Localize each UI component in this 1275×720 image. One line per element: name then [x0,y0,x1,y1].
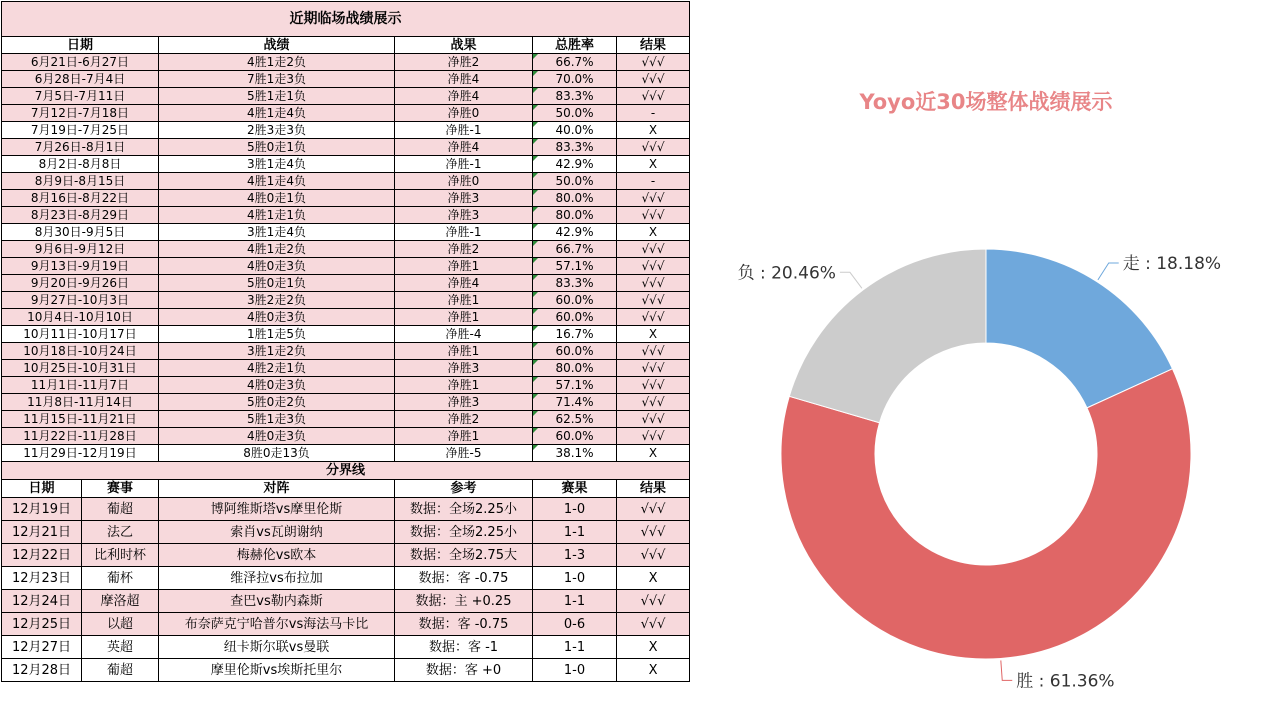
week-net: 净胜1 [395,377,533,394]
week-date: 8月30日-9月5日 [2,224,159,241]
week-row [2,428,690,445]
match-league: 葡超 [82,659,159,682]
header-date: 日期 [2,37,159,54]
week-date: 9月27日-10月3日 [2,292,159,309]
match-result: X [617,659,690,682]
slice-label-3: 负 : 20.46% [737,263,836,284]
week-date: 9月20日-9月26日 [2,275,159,292]
week-date: 9月6日-9月12日 [2,241,159,258]
week-rate: 60.0% [533,343,617,360]
week-net: 净胜-1 [395,122,533,139]
match-header-result: 结果 [617,480,690,498]
match-score: 1-0 [533,567,617,590]
week-net: 净胜3 [395,360,533,377]
week-date: 7月19日-7月25日 [2,122,159,139]
match-date: 12月23日 [2,567,82,590]
week-row [2,88,690,105]
week-net: 净胜2 [395,411,533,428]
week-result: √√√ [617,428,690,445]
donut-slices [781,249,1191,659]
week-date: 10月11日-10月17日 [2,326,159,343]
week-net: 净胜-4 [395,326,533,343]
week-rate: 70.0% [533,71,617,88]
match-ref: 数据：全场2.75大 [395,544,533,567]
slice-label-1: 走 : 18.18% [1122,254,1222,275]
match-ref: 数据：客 +0 [395,659,533,682]
match-ref: 数据：客 -1 [395,636,533,659]
match-league: 葡超 [82,498,159,521]
week-rate: 42.9% [533,156,617,173]
week-net: 净胜2 [395,54,533,71]
match-header-teams: 对阵 [159,480,395,498]
match-header-date: 日期 [2,480,82,498]
match-ref: 数据：全场2.25小 [395,521,533,544]
week-rate: 50.0% [533,173,617,190]
week-net: 净胜1 [395,258,533,275]
week-row [2,258,690,275]
week-record: 5胜1走3负 [159,411,395,428]
match-teams: 摩里伦斯vs埃斯托里尔 [159,659,395,682]
match-result: X [617,567,690,590]
leader-line-2 [1001,660,1012,680]
match-row [2,613,690,636]
week-net: 净胜0 [395,173,533,190]
week-row [2,224,690,241]
week-rate: 62.5% [533,411,617,428]
divider-label: 分界线 [2,462,690,480]
week-date: 7月5日-7月11日 [2,88,159,105]
match-row [2,567,690,590]
week-result: X [617,156,690,173]
week-result: √√√ [617,207,690,224]
match-ref: 数据：全场2.25小 [395,498,533,521]
match-date: 12月25日 [2,613,82,636]
week-record: 5胜0走1负 [159,275,395,292]
week-net: 净胜1 [395,309,533,326]
week-result: √√√ [617,71,690,88]
week-result: X [617,445,690,462]
week-record: 4胜1走2负 [159,241,395,258]
week-row [2,411,690,428]
leader-line-3 [840,272,862,288]
stats-table [1,1,689,682]
week-rate: 66.7% [533,241,617,258]
week-record: 4胜0走3负 [159,309,395,326]
match-league: 摩洛超 [82,590,159,613]
match-date: 12月28日 [2,659,82,682]
week-row [2,241,690,258]
week-date: 11月1日-11月7日 [2,377,159,394]
week-net: 净胜3 [395,207,533,224]
week-net: 净胜-1 [395,224,533,241]
week-net: 净胜3 [395,394,533,411]
week-date: 9月13日-9月19日 [2,258,159,275]
match-teams: 索肖vs瓦朗谢纳 [159,521,395,544]
match-ref: 数据：客 -0.75 [395,613,533,636]
match-row [2,521,690,544]
week-result: X [617,224,690,241]
week-result: X [617,326,690,343]
match-date: 12月21日 [2,521,82,544]
week-net: 净胜1 [395,292,533,309]
week-result: √√√ [617,292,690,309]
match-result: X [617,636,690,659]
week-rate: 57.1% [533,377,617,394]
week-date: 11月29日-12月19日 [2,445,159,462]
match-league: 比利时杯 [82,544,159,567]
match-score: 1-1 [533,590,617,613]
week-result: √√√ [617,275,690,292]
week-rate: 83.3% [533,88,617,105]
week-rate: 60.0% [533,292,617,309]
week-date: 8月2日-8月8日 [2,156,159,173]
match-header-score: 赛果 [533,480,617,498]
week-row [2,445,690,462]
match-row [2,498,690,521]
results-donut-chart [700,0,1275,720]
week-record: 4胜1走4负 [159,173,395,190]
week-row [2,326,690,343]
week-record: 5胜0走2负 [159,394,395,411]
week-record: 4胜1走1负 [159,207,395,224]
week-date: 8月9日-8月15日 [2,173,159,190]
match-result: √√√ [617,590,690,613]
week-result: - [617,105,690,122]
slice-label-2: 胜 : 61.36% [1016,671,1115,692]
match-teams: 博阿维斯塔vs摩里伦斯 [159,498,395,521]
stats-table-body [2,2,690,682]
match-teams: 查巴vs勒内森斯 [159,590,395,613]
match-header-row [2,480,690,498]
match-result: √√√ [617,521,690,544]
week-result: √√√ [617,241,690,258]
week-record: 4胜0走3负 [159,428,395,445]
week-date: 8月16日-8月22日 [2,190,159,207]
week-result: √√√ [617,190,690,207]
week-record: 4胜1走2负 [159,54,395,71]
week-date: 8月23日-8月29日 [2,207,159,224]
week-record: 2胜3走3负 [159,122,395,139]
week-rate: 57.1% [533,258,617,275]
week-record: 3胜1走4负 [159,156,395,173]
week-date: 11月22日-11月28日 [2,428,159,445]
week-row [2,173,690,190]
week-header-row [2,37,690,54]
match-row [2,636,690,659]
week-date: 10月4日-10月10日 [2,309,159,326]
table-title: 近期临场战绩展示 [2,2,690,37]
header-rate: 总胜率 [533,37,617,54]
week-result: √√√ [617,360,690,377]
week-record: 4胜2走1负 [159,360,395,377]
week-record: 7胜1走3负 [159,71,395,88]
match-score: 1-1 [533,521,617,544]
match-date: 12月24日 [2,590,82,613]
match-date: 12月27日 [2,636,82,659]
week-rate: 38.1% [533,445,617,462]
match-teams: 纽卡斯尔联vs曼联 [159,636,395,659]
week-net: 净胜4 [395,275,533,292]
week-record: 3胜1走2负 [159,343,395,360]
match-result: √√√ [617,498,690,521]
match-score: 0-6 [533,613,617,636]
week-date: 7月26日-8月1日 [2,139,159,156]
week-record: 5胜0走1负 [159,139,395,156]
week-date: 10月18日-10月24日 [2,343,159,360]
week-net: 净胜3 [395,190,533,207]
week-row [2,139,690,156]
week-record: 3胜1走4负 [159,224,395,241]
week-net: 净胜4 [395,139,533,156]
week-date: 6月28日-7月4日 [2,71,159,88]
week-row [2,394,690,411]
week-rate: 16.7% [533,326,617,343]
week-record: 1胜1走5负 [159,326,395,343]
week-result: √√√ [617,309,690,326]
week-date: 11月8日-11月14日 [2,394,159,411]
week-rate: 83.3% [533,139,617,156]
week-net: 净胜1 [395,343,533,360]
week-row [2,309,690,326]
week-record: 4胜0走1负 [159,190,395,207]
week-result: X [617,122,690,139]
match-row [2,659,690,682]
match-row [2,544,690,567]
chart-title: Yoyo近30场整体战绩展示 [859,90,1113,114]
match-teams: 梅赫伦vs欧本 [159,544,395,567]
match-score: 1-0 [533,498,617,521]
match-result: √√√ [617,544,690,567]
week-result: √√√ [617,139,690,156]
week-net: 净胜-1 [395,156,533,173]
week-date: 7月12日-7月18日 [2,105,159,122]
week-record: 3胜2走2负 [159,292,395,309]
week-result: √√√ [617,411,690,428]
week-rate: 50.0% [533,105,617,122]
match-ref: 数据：客 -0.75 [395,567,533,590]
week-date: 6月21日-6月27日 [2,54,159,71]
week-rate: 80.0% [533,207,617,224]
match-league: 法乙 [82,521,159,544]
match-ref: 数据：主 +0.25 [395,590,533,613]
match-teams: 维泽拉vs布拉加 [159,567,395,590]
week-rate: 60.0% [533,309,617,326]
match-date: 12月19日 [2,498,82,521]
match-result: √√√ [617,613,690,636]
header-net: 战果 [395,37,533,54]
week-result: √√√ [617,258,690,275]
week-row [2,360,690,377]
week-net: 净胜2 [395,241,533,258]
match-score: 1-1 [533,636,617,659]
week-date: 11月15日-11月21日 [2,411,159,428]
week-record: 8胜0走13负 [159,445,395,462]
match-score: 1-0 [533,659,617,682]
week-net: 净胜-5 [395,445,533,462]
match-row [2,590,690,613]
week-row [2,156,690,173]
match-score: 1-3 [533,544,617,567]
match-date: 12月22日 [2,544,82,567]
week-rate: 60.0% [533,428,617,445]
week-net: 净胜1 [395,428,533,445]
week-net: 净胜0 [395,105,533,122]
week-rate: 83.3% [533,275,617,292]
week-rate: 80.0% [533,360,617,377]
week-net: 净胜4 [395,88,533,105]
week-rate: 80.0% [533,190,617,207]
week-result: - [617,173,690,190]
week-row [2,292,690,309]
header-record: 战绩 [159,37,395,54]
week-result: √√√ [617,377,690,394]
week-rate: 66.7% [533,54,617,71]
header-result: 结果 [617,37,690,54]
leader-line-1 [1098,263,1119,280]
week-rate: 71.4% [533,394,617,411]
week-rate: 42.9% [533,224,617,241]
match-header-league: 赛事 [82,480,159,498]
week-row [2,105,690,122]
week-row [2,207,690,224]
week-row [2,377,690,394]
week-result: √√√ [617,88,690,105]
week-date: 10月25日-10月31日 [2,360,159,377]
match-league: 英超 [82,636,159,659]
week-row [2,275,690,292]
divider-row [2,462,690,480]
week-net: 净胜4 [395,71,533,88]
week-record: 4胜0走3负 [159,377,395,394]
week-result: √√√ [617,394,690,411]
week-record: 4胜0走3负 [159,258,395,275]
week-result: √√√ [617,54,690,71]
table-title-row [2,2,690,37]
week-record: 4胜1走4负 [159,105,395,122]
week-rate: 40.0% [533,122,617,139]
week-row [2,71,690,88]
week-row [2,190,690,207]
week-result: √√√ [617,343,690,360]
week-row [2,54,690,71]
week-row [2,343,690,360]
week-record: 5胜1走1负 [159,88,395,105]
week-row [2,122,690,139]
match-header-ref: 参考 [395,480,533,498]
match-league: 葡杯 [82,567,159,590]
match-teams: 布奈萨克宁哈普尔vs海法马卡比 [159,613,395,636]
match-league: 以超 [82,613,159,636]
